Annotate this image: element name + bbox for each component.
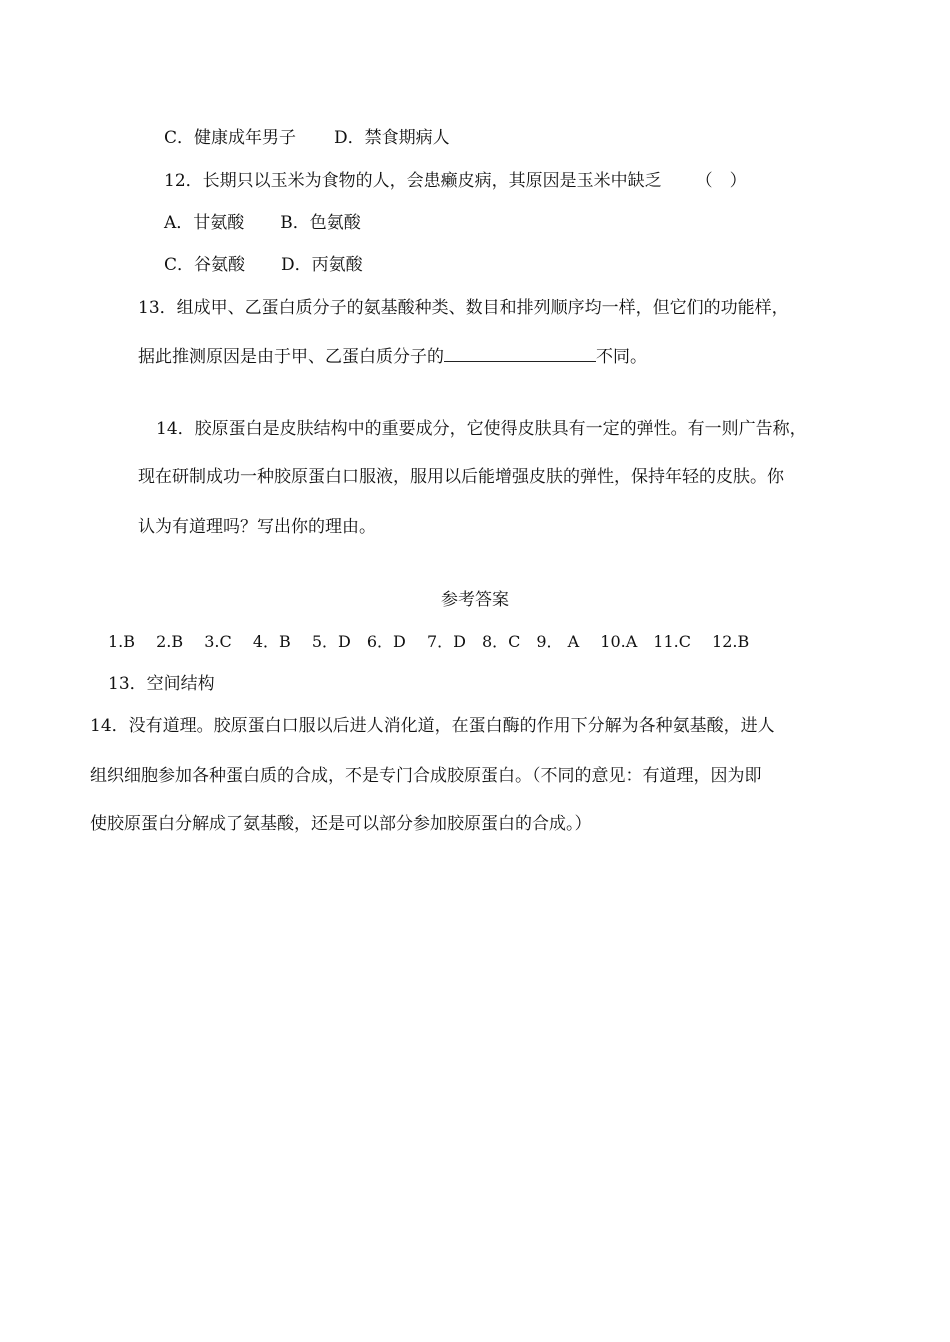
q13-line-2-before: 据此推测原因是由于甲、乙蛋白质分子的 (138, 347, 444, 367)
answer-14-line-3: 使胶原蛋白分解成了氨基酸，还是可以部分参加胶原蛋白的合成。） (90, 814, 592, 834)
answer-14-line-2: 组织细胞参加各种蛋白质的合成，不是专门合成胶原蛋白。（不同的意见：有道理，因为即 (90, 766, 762, 786)
q14-line-3: 认为有道理吗？写出你的理由。 (138, 517, 376, 537)
answers-row-1: 1.B 2.B 3.C 4．B 5．D 6．D 7．D 8．C 9． A 10.A 11.C 12.B (108, 632, 750, 651)
q13-line-2 (138, 345, 647, 368)
q12-stem-text: 12．长期只以玉米为食物的人，会患癞皮病，其原因是玉米中缺乏 (164, 171, 662, 191)
q13-line-2-after: 不同。 (596, 347, 647, 367)
q13-line-1: 13．组成甲、乙蛋白质分子的氨基酸种类、数目和排列顺序均一样，但它们的功能样， (138, 298, 789, 318)
q12-option-b: B．色氨酸 (280, 213, 361, 233)
answers-title: 参考答案 (441, 590, 509, 610)
q11-option-c: C．健康成年男子 (164, 128, 297, 148)
answer-13: 13．空间结构 (108, 674, 215, 694)
q12-options-ab (164, 212, 361, 234)
q12-stem (164, 170, 747, 192)
q13-fill-blank[interactable] (444, 345, 596, 362)
q11-option-d: D．禁食期病人 (334, 128, 450, 148)
q14-line-2: 现在研制成功一种胶原蛋白口服液，服用以后能增强皮肤的弹性，保持年轻的皮肤。你 (138, 467, 784, 487)
q11-options-cd (164, 127, 450, 149)
q12-option-c: C．谷氨酸 (164, 255, 246, 275)
q12-option-a: A．甘氨酸 (164, 213, 245, 233)
q14-line-1: 14．胶原蛋白是皮肤结构中的重要成分，它使得皮肤具有一定的弹性。有一则广告称， (156, 419, 807, 439)
q12-options-cd (164, 254, 363, 276)
q12-option-d: D．丙氨酸 (281, 255, 363, 275)
answer-14-line-1: 14．没有道理。胶原蛋白口服以后进人消化道，在蛋白酶的作用下分解为各种氨基酸，进人 (90, 716, 775, 736)
q12-answer-bracket: （ ） (695, 171, 747, 191)
